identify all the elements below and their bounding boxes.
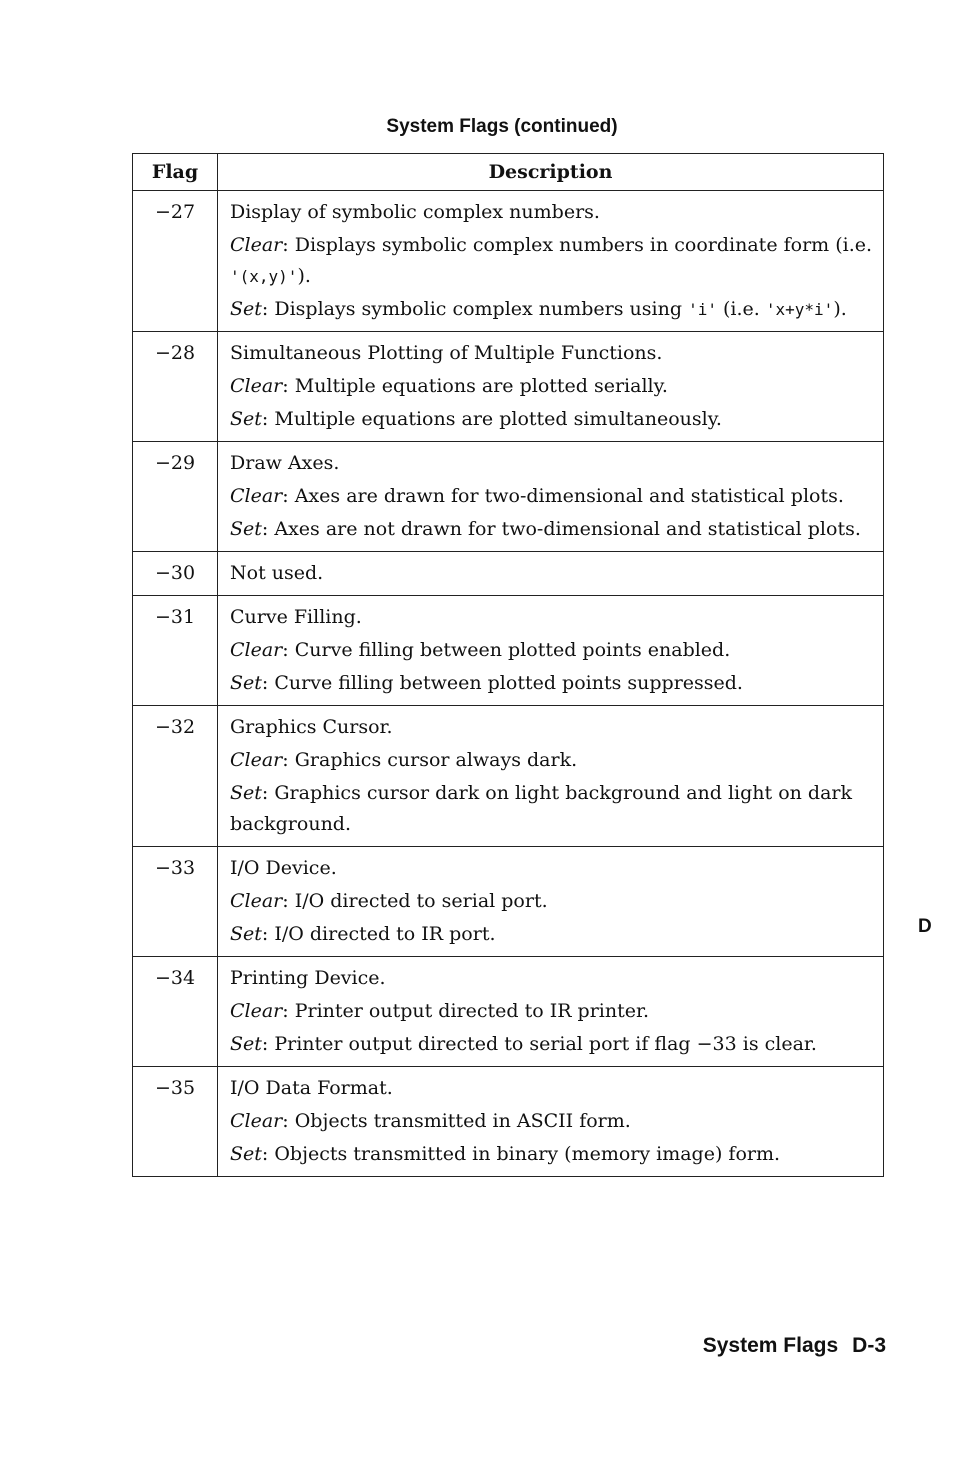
clear-label: Clear (230, 375, 283, 397)
page-footer (703, 1334, 886, 1358)
set-text: Curve filling between plotted points suppressed. (274, 672, 743, 694)
flag-description-cell (218, 596, 884, 706)
clear-label: Clear (230, 1000, 283, 1022)
set-line: Set: Printer output directed to serial port if flag −33 is clear. (230, 1033, 817, 1055)
set-label: Set (230, 923, 262, 945)
table-row (133, 706, 884, 847)
table-row (133, 957, 884, 1067)
table-header-row (133, 154, 884, 191)
table-row (133, 1067, 884, 1177)
set-label: Set (230, 782, 262, 804)
appendix-side-tab: D (918, 916, 932, 937)
clear-code: '(x,y)' (230, 267, 298, 286)
set-label: Set (230, 1143, 262, 1165)
set-mid: (i.e. (723, 298, 760, 320)
set-code-example: 'x+y*i' (765, 300, 834, 319)
set-line: Set: Curve filling between plotted points suppressed. (230, 672, 743, 694)
clear-line: Clear: Displays symbolic complex numbers in coordinate form (i.e. '(x,y)'). (230, 234, 873, 287)
clear-line: Clear: Multiple equations are plotted serially. (230, 375, 668, 397)
flag-number: −30 (133, 552, 218, 596)
flag-description: Simultaneous Plotting of Multiple Functions. (230, 342, 663, 364)
system-flags-table (132, 153, 884, 1177)
flag-description-cell (218, 191, 884, 332)
flag-number: −28 (133, 332, 218, 442)
set-label: Set (230, 1033, 262, 1055)
table-row (133, 332, 884, 442)
clear-line: Clear: I/O directed to serial port. (230, 890, 548, 912)
flag-number: −31 (133, 596, 218, 706)
flag-description-cell (218, 442, 884, 552)
set-text: Displays symbolic complex numbers using (274, 298, 683, 320)
clear-label: Clear (230, 234, 283, 256)
clear-text: Displays symbolic complex numbers in coordinate form (i.e. (294, 234, 873, 256)
clear-text: Graphics cursor always dark. (294, 749, 578, 771)
set-text: Graphics cursor dark on light background and light on dark background. (230, 782, 852, 835)
set-text: Printer output directed to serial port if flag −33 is clear. (274, 1033, 817, 1055)
clear-text: Printer output directed to IR printer. (294, 1000, 650, 1022)
clear-text: Axes are drawn for two-dimensional and statistical plots. (294, 485, 844, 507)
clear-label: Clear (230, 890, 283, 912)
set-line: Set: Graphics cursor dark on light background and light on dark background. (230, 782, 852, 835)
set-label: Set (230, 408, 262, 430)
clear-line: Clear: Printer output directed to IR printer. (230, 1000, 650, 1022)
flag-number: −29 (133, 442, 218, 552)
clear-line: Clear: Graphics cursor always dark. (230, 749, 578, 771)
clear-text: Multiple equations are plotted serially. (294, 375, 668, 397)
set-text: Axes are not drawn for two-dimensional and statistical plots. (274, 518, 861, 540)
flag-description: Graphics Cursor. (230, 716, 393, 738)
clear-label: Clear (230, 749, 283, 771)
clear-label: Clear (230, 639, 283, 661)
flag-column-header: Flag (133, 154, 218, 191)
flag-description: Not used. (230, 562, 324, 584)
set-label: Set (230, 298, 262, 320)
flag-number: −33 (133, 847, 218, 957)
set-label: Set (230, 672, 262, 694)
set-end: ). (833, 298, 847, 320)
set-code: 'i' (688, 300, 717, 319)
set-text: Objects transmitted in binary (memory image) form. (274, 1143, 781, 1165)
set-line: Set: Displays symbolic complex numbers using 'i' (i.e. 'x+y*i'). (230, 298, 847, 320)
table-row (133, 442, 884, 552)
flag-number: −34 (133, 957, 218, 1067)
flag-description-cell (218, 706, 884, 847)
flag-description-cell (218, 552, 884, 596)
flag-description: Draw Axes. (230, 452, 340, 474)
set-text: Multiple equations are plotted simultaneously. (274, 408, 722, 430)
clear-label: Clear (230, 1110, 283, 1132)
flag-description-cell (218, 1067, 884, 1177)
table-row (133, 847, 884, 957)
clear-text: I/O directed to serial port. (294, 890, 548, 912)
table-row (133, 191, 884, 332)
clear-text: Curve filling between plotted points enabled. (294, 639, 731, 661)
flag-description: Printing Device. (230, 967, 386, 989)
flag-description: Display of symbolic complex numbers. (230, 201, 600, 223)
set-label: Set (230, 518, 262, 540)
flag-description-cell (218, 957, 884, 1067)
flag-description: I/O Data Format. (230, 1077, 393, 1099)
page-title: System Flags (continued) (386, 116, 618, 137)
set-line: Set: Multiple equations are plotted simultaneously. (230, 408, 722, 430)
table-row (133, 552, 884, 596)
flag-number: −27 (133, 191, 218, 332)
flag-number: −32 (133, 706, 218, 847)
clear-label: Clear (230, 485, 283, 507)
flag-description: Curve Filling. (230, 606, 362, 628)
table-row (133, 596, 884, 706)
set-line: Set: I/O directed to IR port. (230, 923, 496, 945)
clear-text: Objects transmitted in ASCII form. (294, 1110, 631, 1132)
set-line: Set: Objects transmitted in binary (memory image) form. (230, 1143, 781, 1165)
description-column-header: Description (218, 154, 884, 191)
clear-line: Clear: Axes are drawn for two-dimensional and statistical plots. (230, 485, 844, 507)
clear-line: Clear: Objects transmitted in ASCII form. (230, 1110, 631, 1132)
flag-number: −35 (133, 1067, 218, 1177)
clear-line: Clear: Curve filling between plotted points enabled. (230, 639, 731, 661)
flag-description-cell (218, 332, 884, 442)
set-line: Set: Axes are not drawn for two-dimensional and statistical plots. (230, 518, 861, 540)
page-number: D-3 (852, 1334, 886, 1357)
footer-section-name: System Flags (702, 1334, 839, 1357)
clear-end: ). (297, 265, 311, 287)
set-text: I/O directed to IR port. (274, 923, 496, 945)
flag-description: I/O Device. (230, 857, 337, 879)
flag-description-cell (218, 847, 884, 957)
